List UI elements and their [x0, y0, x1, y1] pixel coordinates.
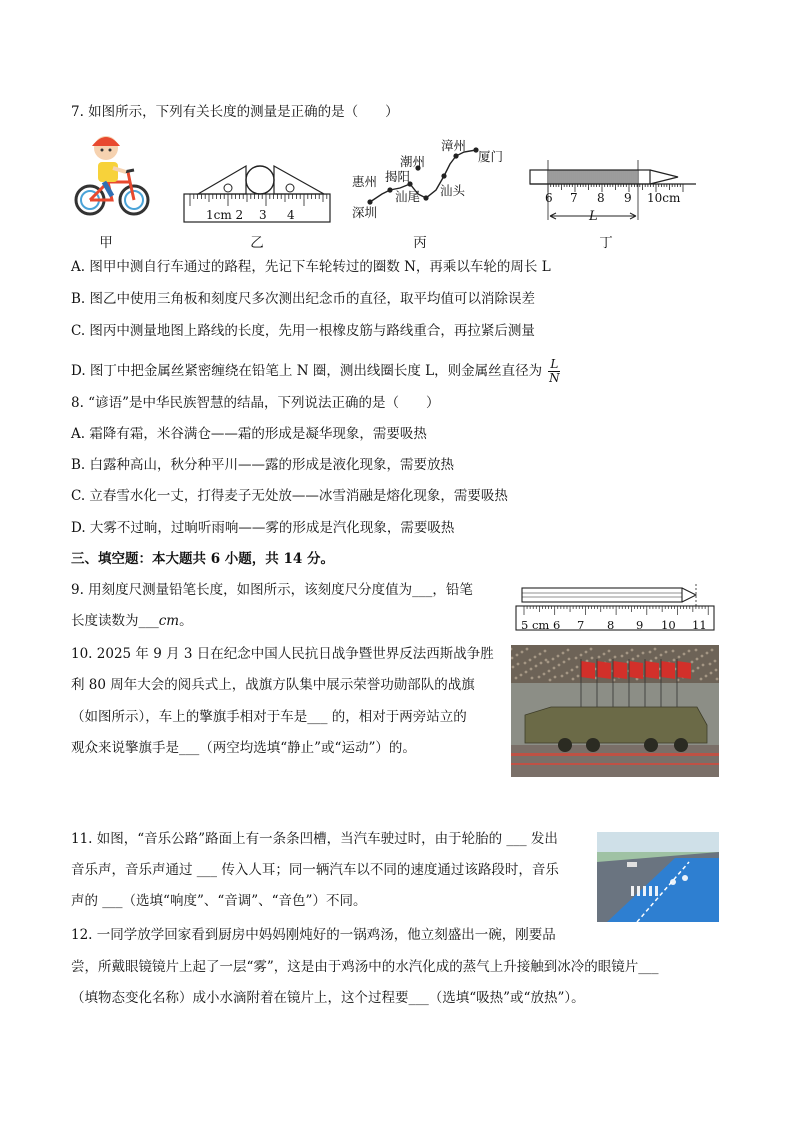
parade-photo	[511, 645, 719, 777]
fraction-denominator: N	[549, 371, 560, 385]
crowd-dot	[626, 652, 629, 655]
crowd-dot	[567, 649, 570, 652]
q8-option-b: B. 白露种高山，秋分种平川——露的形成是液化现象，需要放热	[71, 457, 455, 473]
crowd-dot	[649, 651, 652, 654]
q12-line2: 尝，所戴眼镜镜片上起了一层“雾”，这是由于鸡汤中的水汽化成的蒸气上升接触到冰冷的眼镜片___	[71, 959, 659, 975]
q7-option-d-text: D. 图丁中把金属丝紧密缠绕在铅笔上 N 圈，测出线圈长度 L，则金属丝直径为	[71, 363, 543, 379]
q9-line1: 9. 用刻度尺测量铅笔长度，如图所示，该刻度尺分度值为___，铅笔	[71, 582, 473, 598]
crowd-dot	[563, 661, 566, 664]
crowd-dot	[545, 659, 548, 662]
music-road-photo	[597, 832, 719, 922]
ruler-b-label-4: 4	[287, 208, 295, 222]
crowd-dot	[598, 656, 601, 659]
crowd-dot	[512, 666, 515, 669]
q8-option-a: A. 霜降有霜，米谷满仓——霜的形成是凝华现象，需要吸热	[71, 426, 427, 442]
crowd-dot	[714, 660, 717, 663]
crowd-dot	[642, 652, 645, 655]
q12-line1: 12. 一同学放学回家看到厨房中妈妈刚炖好的一锅鸡汤，他立刻盛出一碗，刚要品	[71, 927, 556, 943]
ruler-b-label-1: 1cm 2	[206, 208, 244, 222]
crowd-dot	[557, 655, 560, 658]
crowd-dot	[547, 661, 550, 664]
crowd-dot	[531, 677, 534, 680]
q12-line3: （填物态变化名称）成小水滴附着在镜片上，这个过程要___（选填“吸热”或“放热”）。	[71, 990, 585, 1006]
fraction-numerator: L	[550, 357, 559, 371]
q7-option-c: C. 图丙中测量地图上路线的长度，先用一根橡皮筋与路线重合，再拉紧后测量	[71, 323, 535, 339]
q9-line2-end: 。	[179, 613, 193, 629]
crowd-dot	[544, 650, 547, 653]
crowd-dot	[548, 670, 551, 673]
red-flag	[629, 661, 643, 679]
crowd-dot	[526, 648, 529, 651]
q7-option-d	[71, 358, 560, 385]
crowd-dot	[517, 663, 520, 666]
crowd-dot	[697, 667, 700, 670]
crowd-dot	[561, 675, 564, 678]
q10-line2: 利 80 周年大会的阅兵式上，战旗方队集中展示荣誉功勋部队的战旗	[71, 677, 475, 693]
map-place-shantou: 汕头	[440, 183, 466, 198]
map-place-shenzhen: 深圳	[352, 205, 378, 220]
crowd-dot	[580, 654, 583, 657]
q7-stem: 7. 如图所示，下列有关长度的测量是正确的是（ ）	[71, 104, 399, 120]
map-place-huizhou: 惠州	[352, 174, 378, 189]
q9-line2-text: 长度读数为___	[71, 613, 159, 629]
ruler-b-label-3: 3	[259, 208, 267, 222]
caption-bing: 丙	[413, 235, 427, 251]
ruler-q9-label-10: 10	[661, 618, 676, 632]
coin-ruler-figure	[182, 162, 332, 224]
crowd-dot	[516, 654, 519, 657]
crowd-dot	[540, 662, 543, 665]
q7-option-b: B. 图乙中使用三角板和刻度尺多次测出纪念币的直径，取平均值可以消除误差	[71, 291, 536, 307]
q8-option-c: C. 立春雪水化一丈，打得麦子无处放——冰雪消融是熔化现象，需要吸热	[71, 488, 508, 504]
ruler-d-length-L: L	[589, 209, 598, 224]
ruler-d-label-6: 6	[545, 191, 553, 205]
crowd-dot	[665, 651, 668, 654]
crowd-dot	[515, 677, 518, 680]
caption-yi: 乙	[250, 235, 264, 251]
crowd-dot	[609, 659, 612, 662]
crowd-dot	[706, 652, 709, 655]
crowd-dot	[688, 650, 691, 653]
red-flag	[661, 661, 675, 679]
crowd-dot	[692, 670, 695, 673]
crowd-dot	[672, 650, 675, 653]
crowd-dot	[575, 657, 578, 660]
crowd-dot	[566, 672, 569, 675]
crowd-dot	[716, 678, 719, 681]
crowd-dot	[683, 653, 686, 656]
crowd-dot	[632, 658, 635, 661]
crowd-dot	[552, 658, 555, 661]
crowd-dot	[709, 663, 712, 666]
crowd-dot	[695, 649, 698, 652]
crowd-dot	[700, 678, 703, 681]
ruler-d-label-8: 8	[597, 191, 605, 205]
crowd-dot	[660, 654, 663, 657]
crowd-dot	[534, 656, 537, 659]
crowd-dot	[591, 657, 594, 660]
ruler-q9-label-9: 9	[636, 618, 644, 632]
q9-line2	[71, 612, 193, 630]
crowd-dot	[705, 675, 708, 678]
red-flag	[581, 661, 595, 679]
map-place-zhangzhou: 漳州	[441, 138, 467, 153]
caption-jia: 甲	[99, 235, 113, 251]
crowd-dot	[568, 658, 571, 661]
q11-line1: 11. 如图，“音乐公路”路面上有一条条凹槽，当汽车驶过时，由于轮胎的 ___ 发出	[71, 831, 558, 847]
crowd-dot	[538, 676, 541, 679]
crowd-dot	[678, 656, 681, 659]
crowd-dot	[673, 659, 676, 662]
red-flag	[677, 661, 691, 679]
crowd-dot	[585, 651, 588, 654]
crowd-dot	[576, 666, 579, 669]
crowd-dot	[655, 657, 658, 660]
ruler-q9-label-8: 8	[607, 618, 615, 632]
crowd-dot	[529, 659, 532, 662]
crowd-dot	[696, 658, 699, 661]
q10-line4: 观众来说擎旗手是___（两空均选填“静止”或“运动”）的。	[71, 740, 416, 756]
crowd-dot	[543, 673, 546, 676]
section-three-heading: 三、填空题：本大题共 6 小题，共 14 分。	[71, 551, 334, 567]
caption-ding: 丁	[599, 235, 613, 251]
map-place-shanwei: 汕尾	[395, 189, 421, 204]
crowd-dot	[572, 678, 575, 681]
crowd-dot	[553, 667, 556, 670]
q7-option-a: A. 图甲中测自行车通过的路程，先记下车轮转过的圈数 N，再乘以车轮的周长 L	[71, 259, 551, 275]
crowd-dot	[715, 669, 718, 672]
crowd-dot	[691, 661, 694, 664]
ruler-q9-label-7: 7	[577, 618, 585, 632]
crowd-dot	[530, 668, 533, 671]
crowd-dot	[701, 655, 704, 658]
crowd-dot	[521, 651, 524, 654]
ruler-q9-label-11: 11	[692, 618, 707, 632]
crowd-dot	[571, 669, 574, 672]
crowd-dot	[549, 679, 552, 682]
crowd-dot	[603, 653, 606, 656]
q8-stem: 8. “谚语”是中华民族智慧的结晶，下列说法正确的是（ ）	[71, 395, 440, 411]
crowd-dot	[577, 675, 580, 678]
bicycle-figure	[72, 130, 154, 222]
q10-line3: （如图所示），车上的擎旗手相对于车是___ 的，相对于两旁站立的	[71, 709, 467, 725]
crowd-dot	[702, 664, 705, 667]
map-place-jieyang: 揭阳	[385, 169, 411, 184]
crowd-dot	[621, 655, 624, 658]
crowd-dot	[525, 671, 528, 674]
q11-line3: 声的 ___（选填“响度”、“音调”、“音色”）不同。	[71, 893, 367, 909]
crowd-dot	[562, 652, 565, 655]
crowd-dot	[590, 648, 593, 651]
crowd-dot	[520, 674, 523, 677]
red-flag	[613, 661, 627, 679]
map-place-xiamen: 厦门	[478, 149, 504, 164]
ruler-d-label-10cm: 10cm	[647, 191, 681, 205]
crowd-dot	[637, 655, 640, 658]
crowd-dot	[608, 650, 611, 653]
crowd-dot	[711, 649, 714, 652]
crowd-dot	[539, 653, 542, 656]
crowd-dot	[710, 672, 713, 675]
ruler-d-label-7: 7	[570, 191, 578, 205]
q8-option-d: D. 大雾不过晌，过晌听雨响——雾的形成是汽化现象，需要吸热	[71, 520, 455, 536]
q10-line1: 10. 2025 年 9 月 3 日在纪念中国人民抗日战争暨世界反法西斯战争胜	[71, 646, 494, 662]
crowd-dot	[554, 676, 557, 679]
crowd-dot	[631, 649, 634, 652]
map-place-chaozhou: 潮州	[400, 154, 426, 169]
fraction-l-over-n	[548, 358, 560, 385]
crowd-dot	[558, 664, 561, 667]
q9-unit-cm: cm	[158, 613, 180, 629]
ruler-q9-label-5-6: 5 cm 6	[521, 618, 561, 632]
crowd-dot	[654, 648, 657, 651]
crowd-dot	[535, 665, 538, 668]
ruler-d-label-9: 9	[624, 191, 632, 205]
crowd-dot	[524, 662, 527, 665]
crowd-dot	[614, 656, 617, 659]
red-flag	[645, 661, 659, 679]
red-flag	[597, 661, 611, 679]
q11-line2: 音乐声，音乐声通过 ___ 传入人耳；同一辆汽车以不同的速度通过该路段时，音乐	[71, 862, 559, 878]
